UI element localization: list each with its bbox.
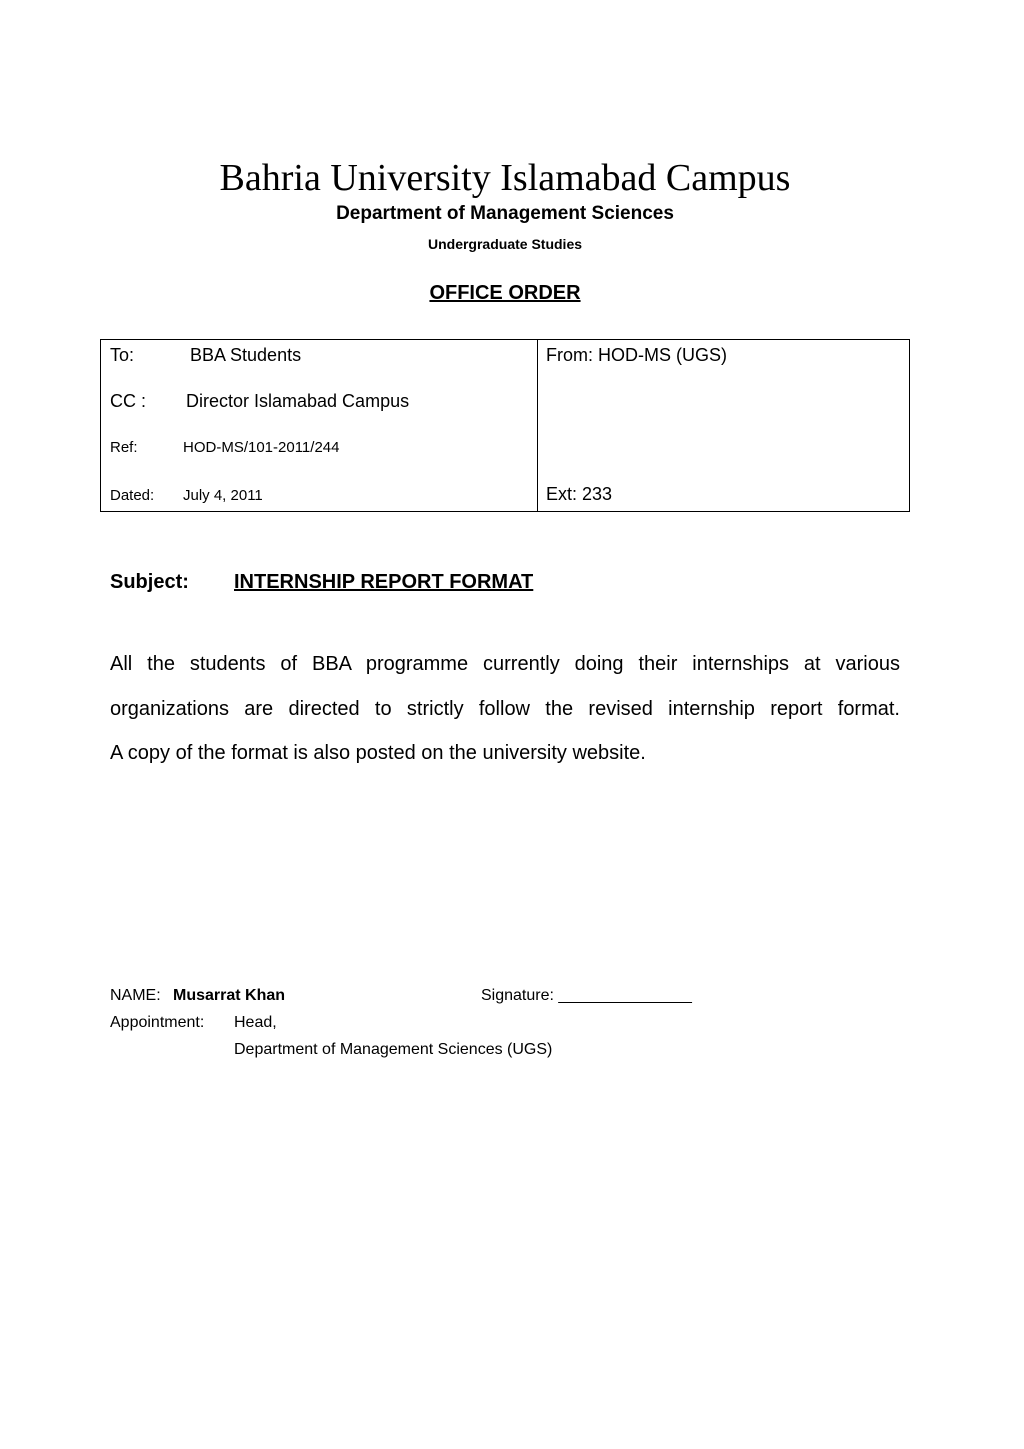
cc-value: Director Islamabad Campus (186, 391, 410, 411)
dated-label: Dated: (110, 487, 155, 504)
to-label: To: (110, 345, 135, 365)
appointment-label: Appointment: (110, 1014, 205, 1031)
appointment-title: Head, (234, 1014, 277, 1031)
name-label: NAME: (110, 987, 161, 1004)
ref-value: HOD-MS/101-2011/244 (183, 439, 340, 456)
memo-column-divider (537, 340, 538, 511)
from-field: From: HOD-MS (UGS) (546, 345, 727, 365)
body-paragraph (110, 642, 900, 776)
ref-label: Ref: (110, 439, 138, 456)
signature-line: Signature: _______________ (481, 987, 692, 1004)
name-value: Musarrat Khan (173, 987, 286, 1004)
extension-field: Ext: 233 (546, 484, 613, 504)
dated-value: July 4, 2011 (183, 487, 263, 504)
cc-label: CC : (110, 391, 146, 411)
division-name: Undergraduate Studies (427, 236, 583, 252)
body-line-2: organizations are directed to strictly follow the revised internship report format. (110, 697, 900, 720)
university-title: Bahria University Islamabad Campus (219, 157, 791, 199)
appointment-department: Department of Management Sciences (UGS) (234, 1041, 553, 1058)
office-order-title: OFFICE ORDER (429, 282, 581, 304)
subject-label: Subject: (110, 571, 189, 593)
to-value: BBA Students (190, 345, 302, 365)
memo-header-box (100, 339, 910, 512)
department-name: Department of Management Sciences (336, 203, 674, 224)
body-line-3: A copy of the format is also posted on the university website. (110, 742, 646, 764)
body-line-1: All the students of BBA programme currently doing their internships at various (110, 653, 900, 675)
subject-value: INTERNSHIP REPORT FORMAT (234, 571, 534, 593)
